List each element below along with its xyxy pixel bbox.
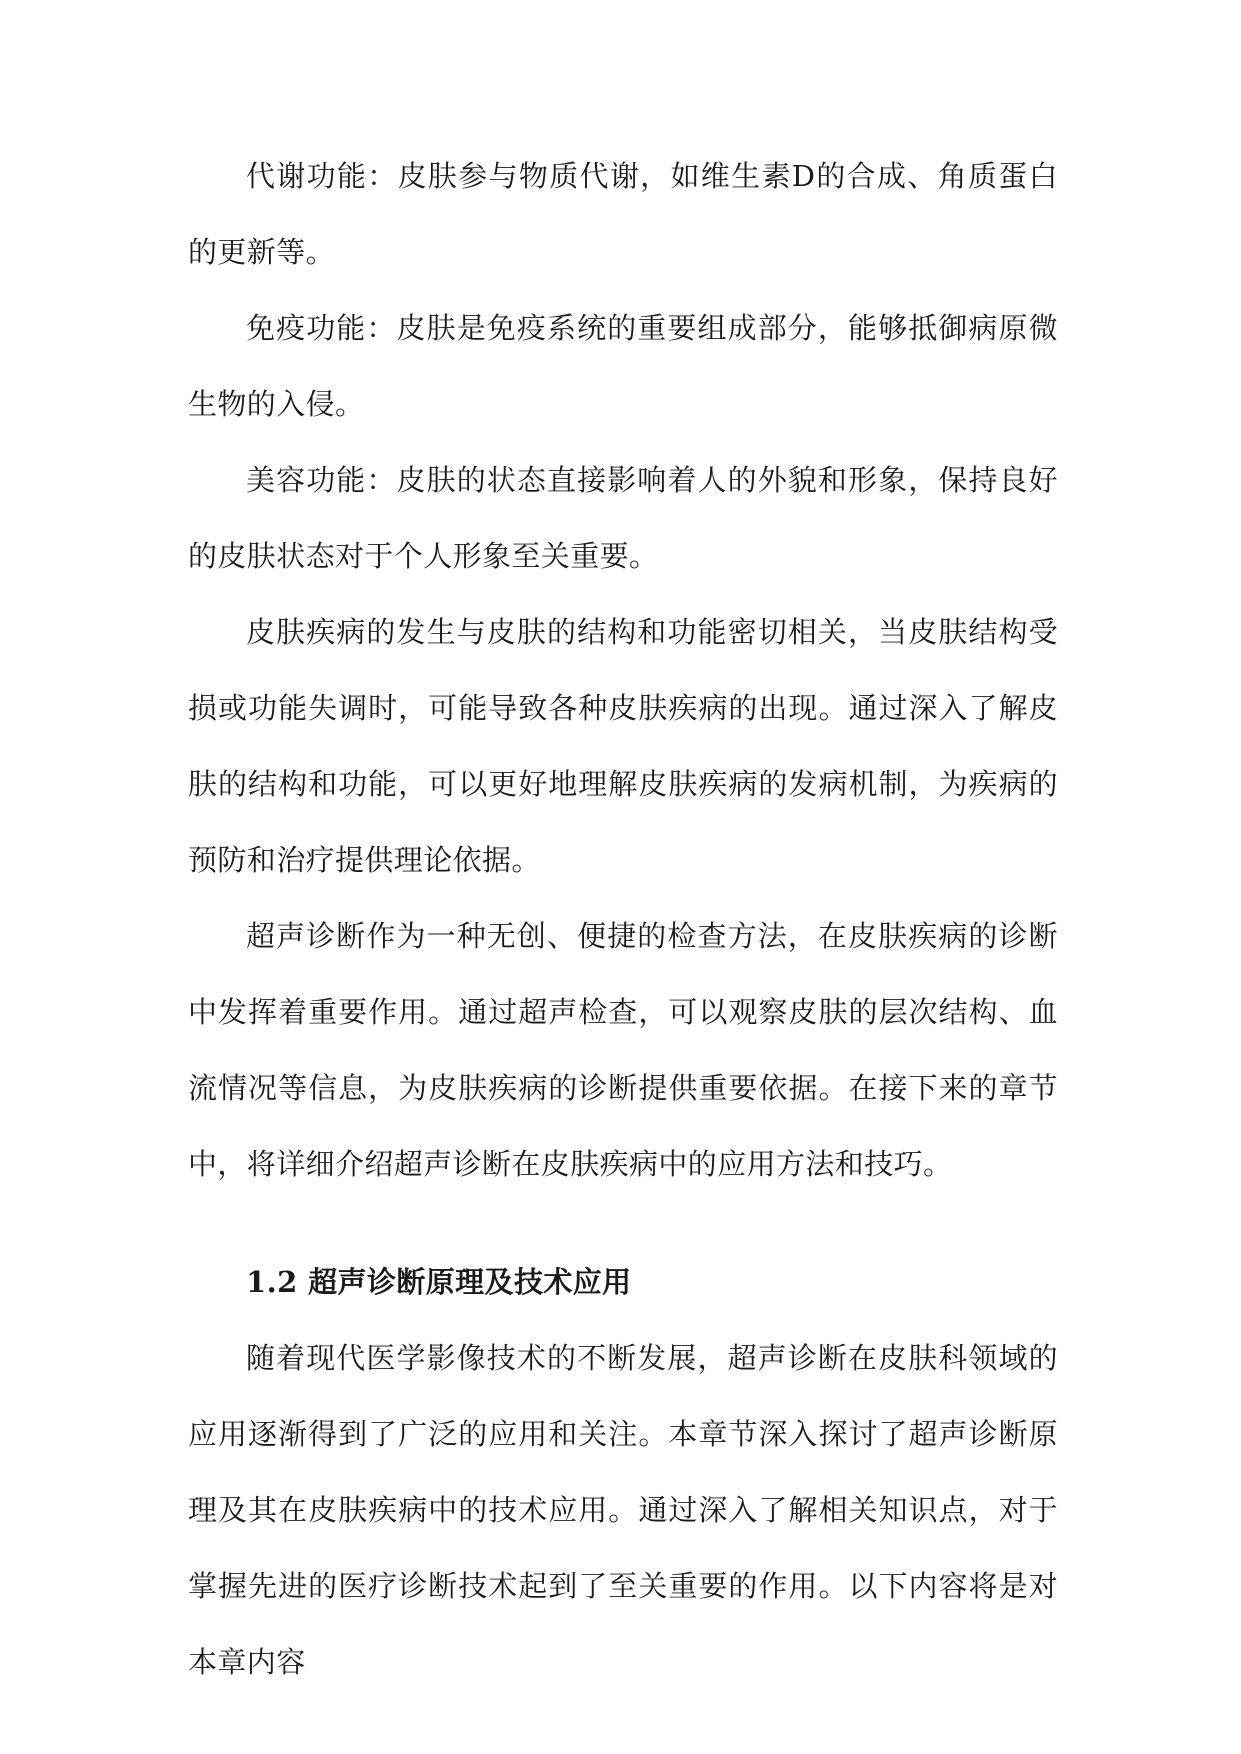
- paragraph-section-intro: 随着现代医学影像技术的不断发展，超声诊断在皮肤科领域的应用逐渐得到了广泛的应用和关注。本章节深入探讨了超声诊断原理及其在皮肤疾病中的技术应用。通过深入了解相关知识点，对于掌握先进的医疗诊断技术起到了至关重要的作用。以下内容将是对本章内容: [188, 1341, 1058, 1679]
- section-heading: 1.2 超声诊断原理及技术应用: [246, 1265, 632, 1299]
- paragraph-immune-function: 免疫功能：皮肤是免疫系统的重要组成部分，能够抵御病原微生物的入侵。: [188, 311, 1058, 421]
- paragraph-skin-disease-relation: 皮肤疾病的发生与皮肤的结构和功能密切相关，当皮肤结构受损或功能失调时，可能导致各种皮肤疾病的出现。通过深入了解皮肤的结构和功能，可以更好地理解皮肤疾病的发病机制，为疾病的预防和治疗提供理论依据。: [188, 615, 1058, 877]
- document-page: [188, 138, 1058, 1700]
- paragraph-cosmetic-function: 美容功能：皮肤的状态直接影响着人的外貌和形象，保持良好的皮肤状态对于个人形象至关重要。: [188, 463, 1058, 573]
- paragraph-metabolic-function: 代谢功能：皮肤参与物质代谢，如维生素D的合成、角质蛋白的更新等。: [188, 159, 1058, 269]
- paragraph-ultrasound-role: 超声诊断作为一种无创、便捷的检查方法，在皮肤疾病的诊断中发挥着重要作用。通过超声检查，可以观察皮肤的层次结构、血流情况等信息，为皮肤疾病的诊断提供重要依据。在接下来的章节中，将详细介绍超声诊断在皮肤疾病中的应用方法和技巧。: [188, 919, 1058, 1181]
